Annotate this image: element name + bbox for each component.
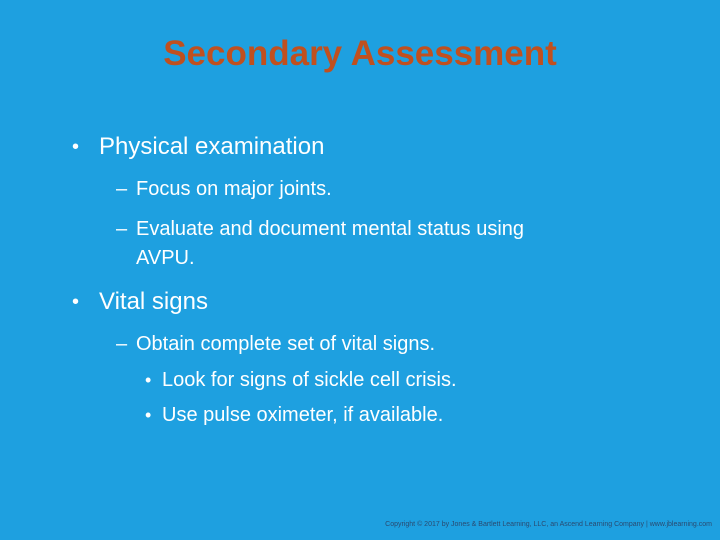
dash-marker: – <box>116 333 128 355</box>
slide-title: Secondary Assessment <box>163 34 557 73</box>
bullet-text: Look for signs of sickle cell crisis. <box>162 369 457 391</box>
copyright-footer: Copyright © 2017 by Jones & Bartlett Learning, LLC, an Ascend Learning Company | www.jblearning.com <box>385 521 712 528</box>
bullet-text-continued: AVPU. <box>136 247 195 269</box>
sub-bullet-evaluate-mental-status <box>116 215 525 273</box>
bullet-text: Focus on major joints. <box>136 178 332 200</box>
sub-sub-bullet-sickle-cell-crisis <box>145 366 457 395</box>
sub-bullet-obtain-vital-signs <box>116 330 436 359</box>
bullet-marker: • <box>145 370 152 390</box>
bullet-text: Physical examination <box>99 133 325 160</box>
bullet-vital-signs <box>72 287 208 317</box>
bullet-marker: • <box>145 405 152 425</box>
sub-bullet-focus-major-joints <box>116 175 332 204</box>
sub-sub-bullet-pulse-oximeter <box>145 401 444 430</box>
bullet-text: Vital signs <box>99 288 208 315</box>
bullet-marker: • <box>72 136 80 158</box>
bullet-marker: • <box>72 291 80 313</box>
bullet-text: Obtain complete set of vital signs. <box>136 333 436 355</box>
bullet-text: Evaluate and document mental status using <box>136 218 525 240</box>
bullet-text: Use pulse oximeter, if available. <box>162 404 444 426</box>
bullet-physical-examination <box>72 132 325 162</box>
dash-marker: – <box>116 178 128 200</box>
dash-marker: – <box>116 218 128 240</box>
